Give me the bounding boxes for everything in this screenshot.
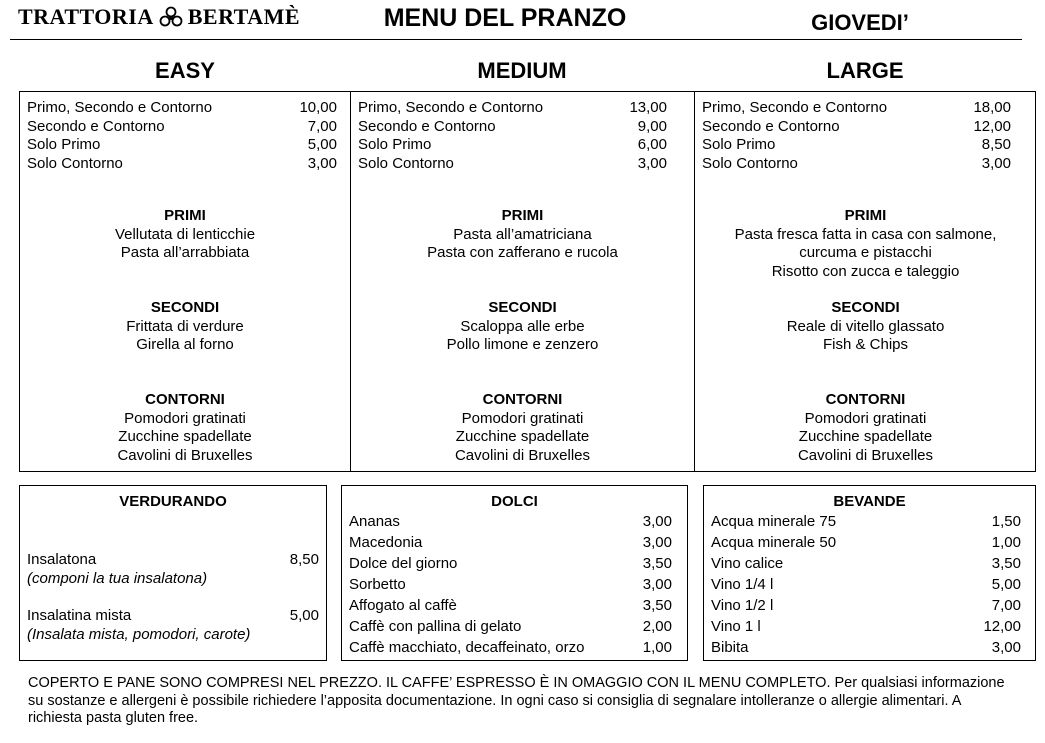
section-heading: PRIMI [501, 207, 544, 224]
price-row [27, 136, 337, 155]
item-price: 12,00 [983, 618, 1021, 635]
easy-secondi [20, 299, 350, 355]
dolci-heading: DOLCI [491, 493, 538, 510]
price-label: Solo Contorno [27, 154, 123, 172]
restaurant-logo [18, 5, 300, 29]
item-price: 3,50 [991, 555, 1021, 572]
list-item [711, 532, 1021, 553]
item-label: Macedonia [349, 534, 423, 551]
price-row [358, 99, 667, 118]
dish-item: Pomodori gratinati [461, 409, 584, 427]
item-price: 7,00 [991, 597, 1021, 614]
item-price: 2,00 [642, 618, 672, 635]
large-contorni [695, 391, 1036, 465]
dish-item: Frittata di verdure [126, 317, 244, 335]
section-heading: SECONDI [488, 299, 557, 316]
list-item [349, 616, 672, 637]
list-item [349, 574, 672, 595]
item-label: Vino calice [711, 555, 784, 572]
price-label: Secondo e Contorno [358, 117, 496, 135]
easy-contorni [20, 391, 350, 465]
price-value: 3,00 [637, 154, 667, 172]
medium-contorni [351, 391, 694, 465]
price-row [702, 155, 1011, 174]
tier-heading-large: LARGE [826, 58, 904, 83]
item-row [27, 550, 319, 569]
section-heading: SECONDI [150, 299, 220, 316]
item-price: 3,00 [642, 513, 672, 530]
item-label: Caffè con pallina di gelato [349, 618, 522, 635]
page-title: MENU DEL PRANZO [383, 4, 627, 32]
dish-item: Pasta all’amatriciana [453, 225, 592, 243]
logo-emblem-icon [158, 6, 184, 28]
dish-item: Zucchine spadellate [798, 428, 933, 445]
price-value: 9,00 [637, 117, 667, 135]
header-divider [10, 39, 1022, 40]
price-label: Primo, Secondo e Contorno [702, 99, 888, 116]
dish-item: Pollo limone e zenzero [446, 336, 599, 353]
dish-item: Cavolini di Bruxelles [117, 446, 253, 464]
item-label: Caffè macchiato, decaffeinato, orzo [349, 639, 585, 656]
price-label: Primo, Secondo e Contorno [358, 99, 544, 116]
list-item [349, 553, 672, 574]
section-heading: CONTORNI [825, 391, 906, 408]
bevande-list [711, 511, 1021, 658]
verdurando-heading: VERDURANDO [119, 493, 227, 510]
list-item [349, 637, 672, 658]
item-price: 1,00 [642, 639, 672, 656]
footer-note: COPERTO E PANE SONO COMPRESI NEL PREZZO. IL CAFFE’ ESPRESSO È IN OMAGGIO CON IL MENU COMPLETO. Per qualsiasi informazione su sostanze e allergeni è possibile richiedere l’apposita documentazione. In ogni caso si consiglia di segnalare intolleranze o allergie alimentari. A richiesta pasta gluten free. [28, 675, 1005, 726]
list-item [711, 637, 1021, 658]
price-label: Solo Primo [702, 136, 776, 153]
easy-primi [20, 207, 350, 263]
price-value: 7,00 [307, 117, 337, 135]
easy-price-list [27, 99, 337, 173]
dish-item: Zucchine spadellate [118, 428, 252, 445]
price-value: 8,50 [981, 136, 1011, 153]
item-note: (componi la tua insalatona) [27, 570, 208, 587]
medium-secondi [351, 299, 694, 355]
logo-text-right: BERTAMÈ [187, 4, 301, 29]
menu-day: GIOVEDI’ [811, 10, 909, 35]
item-label: Insalatona [27, 551, 97, 568]
price-row [27, 155, 337, 174]
dish-item: Vellutata di lenticchie [114, 225, 256, 243]
item-price: 3,00 [991, 639, 1021, 656]
price-value: 3,00 [981, 154, 1011, 172]
price-label: Primo, Secondo e Contorno [27, 99, 213, 116]
price-value: 3,00 [307, 154, 337, 172]
list-item [711, 511, 1021, 532]
dish-item: curcuma e pistacchi [799, 244, 932, 261]
price-value: 12,00 [973, 117, 1011, 135]
dish-item: Cavolini di Bruxelles [797, 446, 934, 464]
price-row [27, 118, 337, 137]
price-value: 18,00 [973, 99, 1011, 116]
item-label: Sorbetto [349, 576, 406, 593]
price-row [702, 118, 1011, 137]
item-price: 3,00 [642, 534, 672, 551]
price-label: Solo Contorno [358, 154, 454, 172]
large-price-list [702, 99, 1011, 173]
tier-heading-medium: MEDIUM [477, 58, 567, 83]
list-item [711, 553, 1021, 574]
item-row [27, 606, 319, 625]
item-price: 1,50 [991, 513, 1021, 530]
large-secondi [695, 299, 1036, 355]
price-label: Secondo e Contorno [702, 117, 840, 135]
price-row [358, 118, 667, 137]
dish-item: Pomodori gratinati [804, 409, 927, 427]
section-heading: PRIMI [164, 207, 206, 224]
price-label: Solo Contorno [702, 154, 798, 172]
logo-text-left: TRATTORIA [18, 4, 154, 29]
list-item [349, 595, 672, 616]
price-label: Solo Primo [358, 136, 432, 153]
verdurando-item [27, 550, 319, 588]
dish-item: Pomodori gratinati [124, 409, 246, 427]
dish-item: Pasta fresca fatta in casa con salmone, [734, 225, 997, 243]
dish-item: Reale di vitello glassato [786, 317, 945, 335]
price-value: 5,00 [307, 136, 337, 153]
medium-price-list [358, 99, 667, 173]
price-row [358, 136, 667, 155]
medium-primi [351, 207, 694, 263]
item-price: 3,00 [642, 576, 672, 593]
item-label: Vino 1/4 l [711, 576, 774, 593]
item-note: (Insalata mista, pomodori, carote) [27, 626, 251, 643]
item-label: Acqua minerale 50 [711, 534, 837, 551]
price-row [702, 136, 1011, 155]
price-value: 10,00 [299, 99, 337, 116]
price-label: Solo Primo [27, 136, 101, 153]
item-price: 5,00 [991, 576, 1021, 593]
item-label: Insalatina mista [27, 607, 132, 624]
item-label: Affogato al caffè [349, 597, 457, 614]
price-row [27, 99, 337, 118]
item-price: 5,00 [289, 607, 319, 624]
dish-item: Fish & Chips [822, 336, 909, 353]
dolci-list [349, 511, 672, 658]
section-heading: CONTORNI [482, 391, 563, 408]
large-primi [695, 207, 1036, 281]
list-item [349, 511, 672, 532]
dish-item: Cavolini di Bruxelles [454, 446, 591, 464]
price-row [358, 155, 667, 174]
dish-item: Scaloppa alle erbe [460, 317, 585, 335]
list-item [349, 532, 672, 553]
item-label: Dolce del giorno [349, 555, 458, 572]
price-row [702, 99, 1011, 118]
list-item [711, 616, 1021, 637]
section-heading: SECONDI [831, 299, 900, 316]
item-label: Vino 1 l [711, 618, 761, 635]
tier-heading-easy: EASY [155, 58, 215, 83]
dish-item: Zucchine spadellate [455, 428, 590, 445]
section-heading: PRIMI [844, 207, 887, 224]
price-value: 6,00 [637, 136, 667, 153]
section-heading: CONTORNI [145, 391, 225, 408]
item-label: Bibita [711, 639, 749, 656]
item-label: Acqua minerale 75 [711, 513, 837, 530]
item-price: 1,00 [991, 534, 1021, 551]
list-item [711, 595, 1021, 616]
dish-item: Pasta all’arrabbiata [120, 244, 250, 261]
item-price: 3,50 [642, 555, 672, 572]
dish-item: Girella al forno [136, 336, 234, 353]
price-label: Secondo e Contorno [27, 117, 165, 135]
item-label: Vino 1/2 l [711, 597, 774, 614]
dish-item: Pasta con zafferano e rucola [427, 244, 618, 261]
item-price: 3,50 [642, 597, 672, 614]
item-label: Ananas [349, 513, 400, 530]
item-price: 8,50 [289, 551, 319, 568]
dish-item: Risotto con zucca e taleggio [771, 262, 960, 280]
price-value: 13,00 [629, 99, 667, 116]
verdurando-item [27, 606, 319, 644]
bevande-heading: BEVANDE [833, 493, 906, 510]
list-item [711, 574, 1021, 595]
